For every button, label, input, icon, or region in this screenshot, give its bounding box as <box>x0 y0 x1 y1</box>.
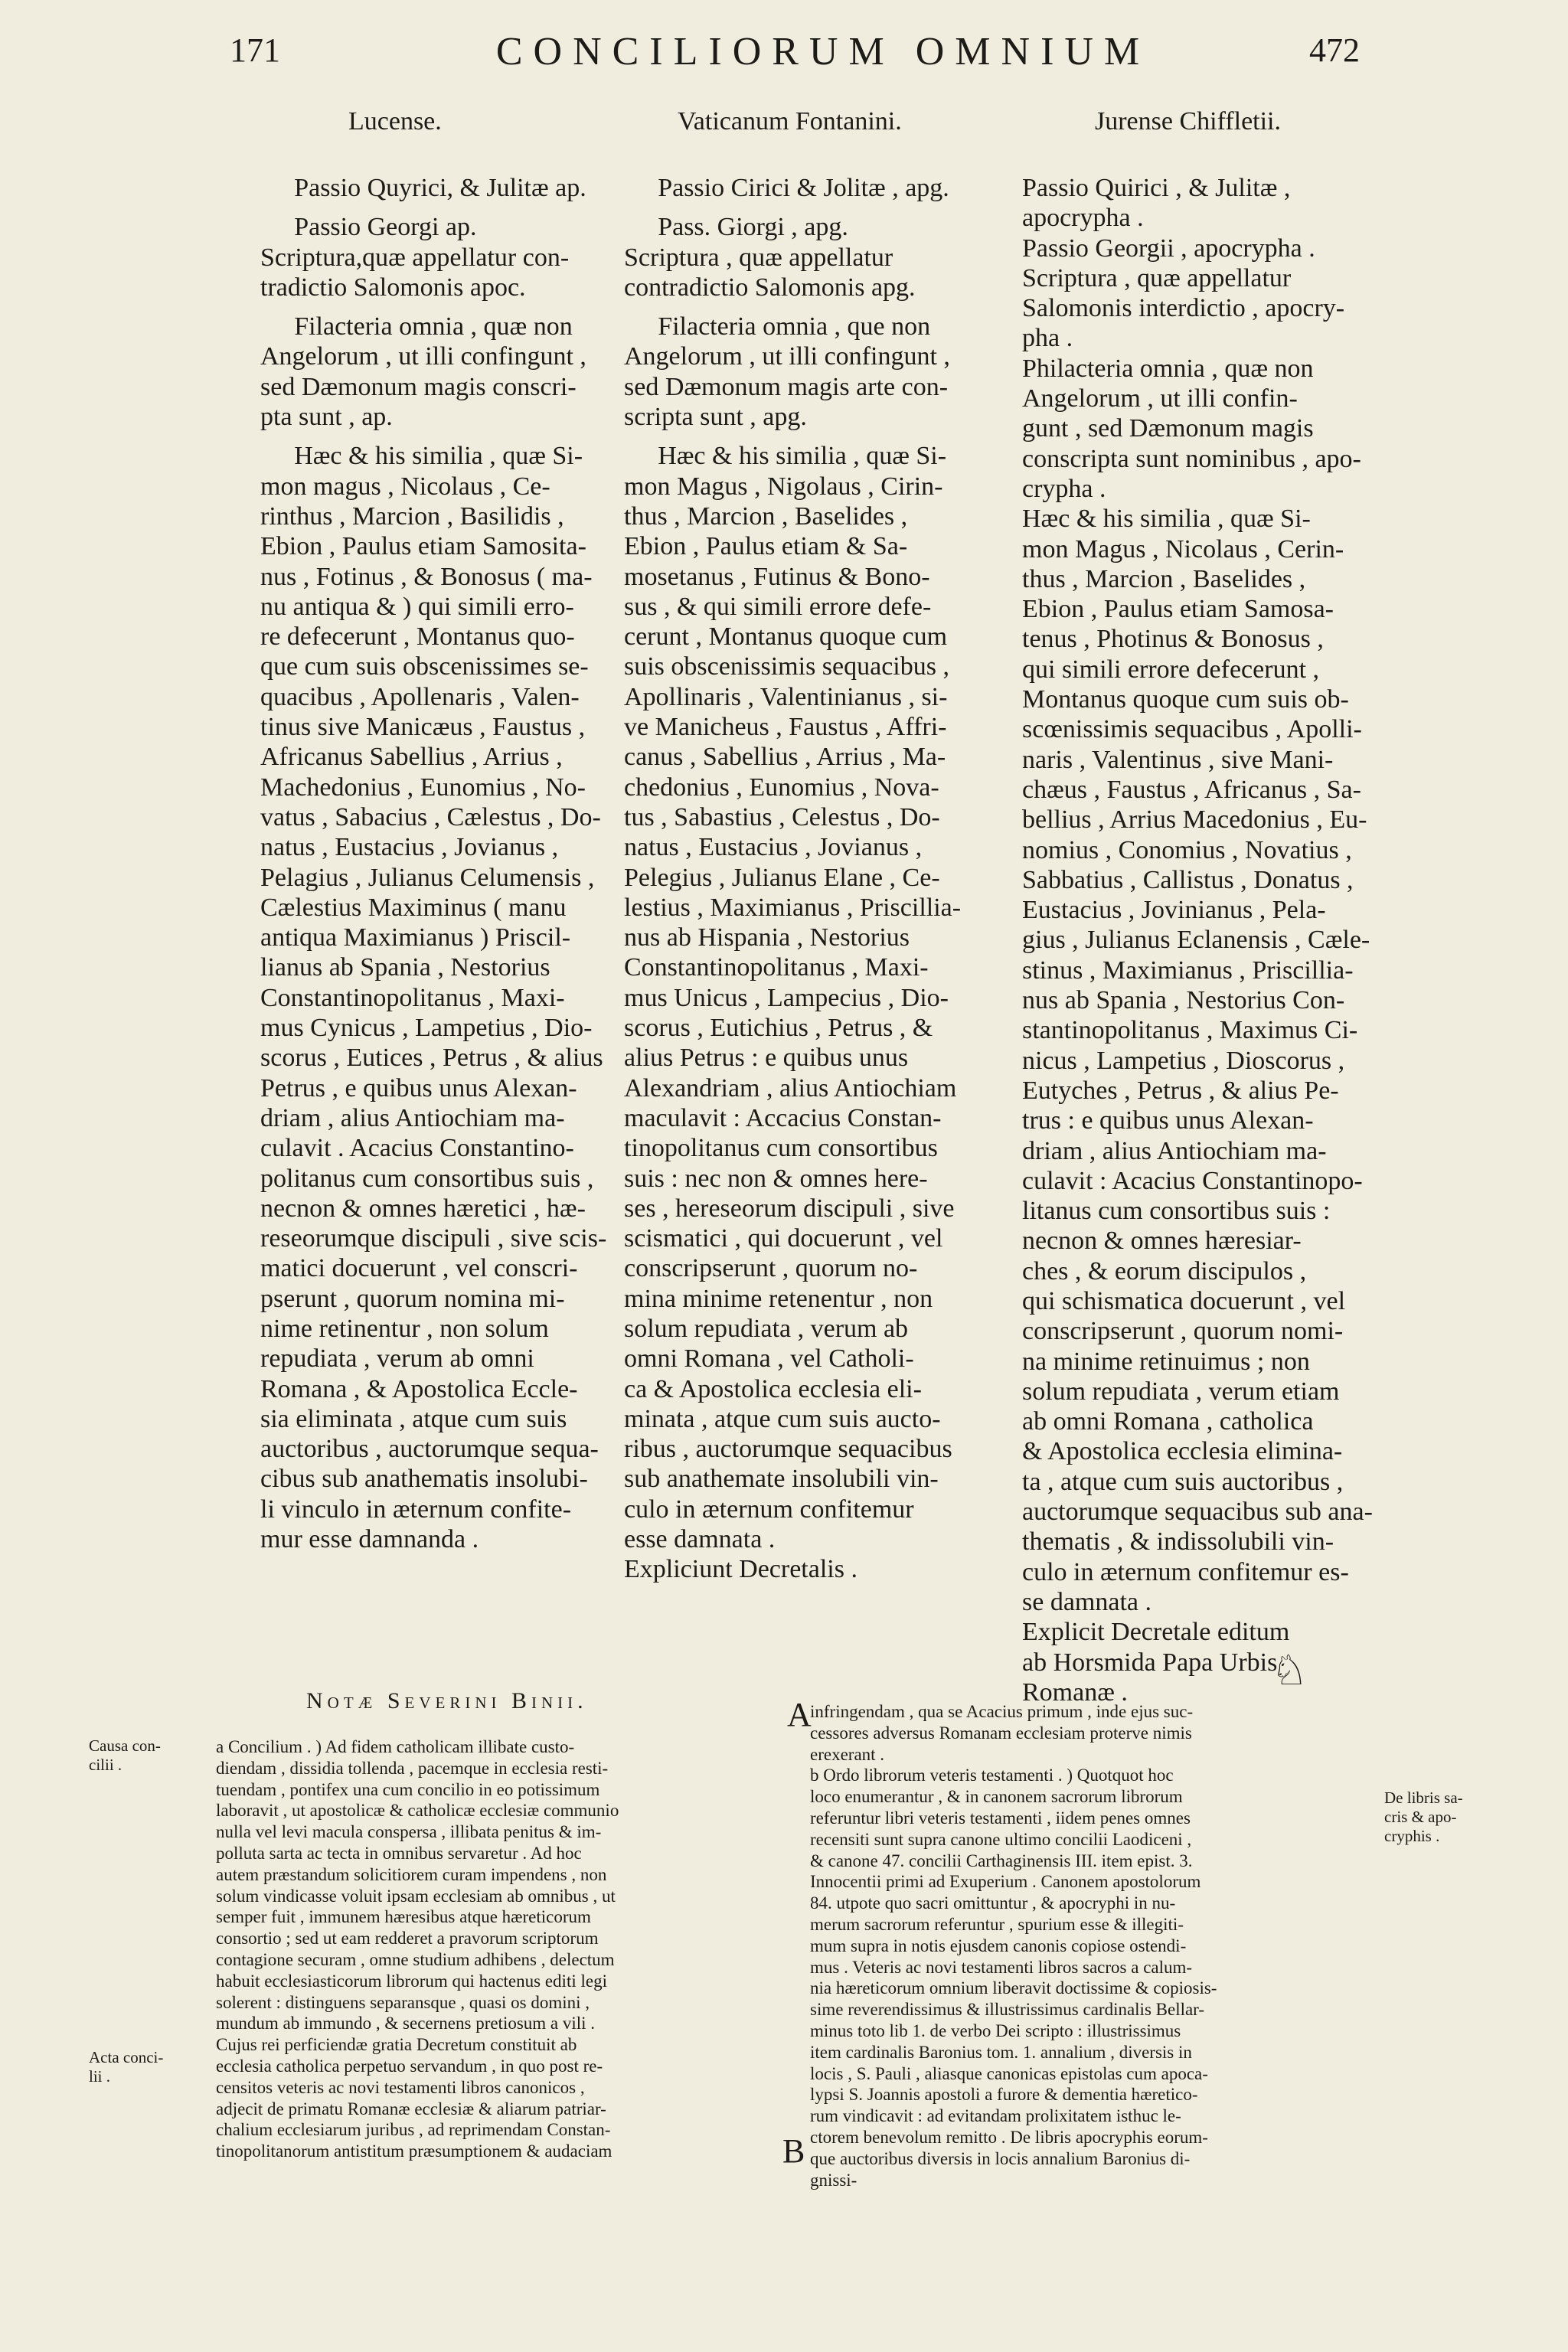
text-line: tus , Sabastius , Celestus , Do- <box>624 802 940 831</box>
text-line: na minime retinuimus ; non <box>1022 1347 1310 1376</box>
note-line: laboravit , ut apostolicæ & catholicæ ecclesiæ communio <box>216 1801 619 1821</box>
text-line: mus Cynicus , Lampetius , Dio- <box>260 1014 593 1043</box>
note-line: censitos veteris ac novi testamenti libros canonicos , <box>216 2077 585 2097</box>
text-line: culo in æternum confitemur es- <box>1022 1557 1349 1586</box>
note-line: Cujus rei perficiendæ gratia Decretum constituit ab <box>216 2035 577 2055</box>
text-line: cerunt , Montanus quoque cum <box>624 622 948 652</box>
running-header: CONCILIORUM OMNIUM <box>495 30 1151 74</box>
text-line: matici docuerunt , vel conscri- <box>260 1254 578 1283</box>
text-line: alius Petrus : e quibus unus <box>624 1044 909 1073</box>
text-line: Machedonius , Eunomius , No- <box>260 773 586 802</box>
text-line: Passio Georgi ap. <box>294 213 477 242</box>
column-heading-lucense: Lucense. <box>348 107 442 136</box>
text-line: Expliciunt Decretalis . <box>624 1555 858 1584</box>
note-line: solerent : distinguens separansque , quasi os domini , <box>216 1992 590 2012</box>
text-line: Passio Quyrici, & Julitæ ap. <box>294 174 586 202</box>
text-line: cibus sub anathematis insolubi- <box>260 1465 588 1494</box>
text-line: pha . <box>1022 324 1073 353</box>
text-line: reseorumque discipuli , sive scis- <box>260 1224 607 1253</box>
note-line: mus . Veteris ac novi testamenti libros sacros a calum- <box>810 1957 1193 1977</box>
text-line: tradictio Salomonis apoc. <box>260 273 526 302</box>
text-line: chæus , Faustus , Africanus , Sa- <box>1022 775 1361 804</box>
text-line: mus Unicus , Lampecius , Dio- <box>624 983 949 1012</box>
text-line: Pass. Giorgi , apg. <box>658 213 848 242</box>
text-line: Angelorum , ut illi confingunt , <box>624 342 950 371</box>
text-line: culo in æternum confitemur <box>624 1494 914 1524</box>
text-line: esse damnata . <box>624 1525 776 1554</box>
text-line: sub anathemate insolubili vin- <box>624 1465 939 1494</box>
text-line: quacibus , Apollenaris , Valen- <box>260 682 580 711</box>
text-line: maculavit : Accacius Constan- <box>624 1103 942 1132</box>
text-line: Philacteria omnia , quæ non <box>1022 354 1314 383</box>
note-line: rum vindicavit : ad evitandam prolixitatem isthuc le- <box>810 2106 1181 2126</box>
notes-column-right <box>810 1701 1377 2190</box>
text-line: Filacteria omnia , que non <box>658 312 931 341</box>
text-line: solum repudiata , verum etiam <box>1022 1377 1340 1406</box>
notes-title: Notæ Severini Binii. <box>306 1688 588 1713</box>
text-line: scripta sunt , apg. <box>624 403 807 432</box>
text-line: Alexandriam , alius Antiochiam <box>624 1073 957 1102</box>
text-line: natus , Eustacius , Jovianus , <box>260 833 559 862</box>
text-line: pta sunt , ap. <box>260 403 393 432</box>
text-line: suis obscenissimis sequacibus , <box>624 652 949 681</box>
text-line: re defecerunt , Montanus quo- <box>260 622 575 652</box>
text-line: omni Romana , vel Catholi- <box>624 1344 914 1374</box>
text-line: thematis , & indissolubili vin- <box>1022 1527 1334 1557</box>
text-line: auctoribus , auctorumque sequa- <box>260 1435 599 1464</box>
note-line: & canone 47. concilii Carthaginensis III. item epist. 3. <box>810 1851 1193 1870</box>
text-line: ab Horsmida Papa Urbis <box>1022 1648 1278 1677</box>
text-line: Romana , & Apostolica Eccle- <box>260 1374 578 1403</box>
text-line: ta , atque cum suis auctoribus , <box>1022 1467 1344 1496</box>
text-line: necnon & omnes hæresiar- <box>1022 1227 1302 1256</box>
note-line: mum supra in notis ejusdem canonis copiose ostendi- <box>810 1936 1187 1955</box>
spacer <box>260 432 612 441</box>
text-line: mon Magus , Nicolaus , Cerin- <box>1022 534 1344 564</box>
text-line: Constantinopolitanus , Maxi- <box>624 953 929 982</box>
note-line: ctorem benevolum remitto . De libris apocryphis eorum- <box>810 2127 1208 2147</box>
text-line: qui simili errore defecerunt , <box>1022 655 1320 684</box>
text-line: li vinculo in æternum confite- <box>260 1494 572 1524</box>
text-line: sia eliminata , atque cum suis <box>260 1404 567 1433</box>
note-line: polluta sarta ac tecta in omnibus servaretur . Ad hoc <box>216 1843 582 1863</box>
spacer <box>624 203 999 212</box>
note-line: 84. utpote quo sacri omittuntur , & apocryphi in nu- <box>810 1893 1176 1913</box>
text-line: litanus cum consortibus suis : <box>1022 1197 1331 1226</box>
note-line: adjecit de primatu Romanæ ecclesiæ & aliarum patriar- <box>216 2099 606 2118</box>
text-line: Explicit Decretale editum <box>1022 1618 1290 1647</box>
text-line: Hæc & his similia , quæ Si- <box>658 442 947 471</box>
column-heading-vaticanum: Vaticanum Fontanini. <box>678 107 902 136</box>
notes-column-left <box>216 1736 782 2162</box>
note-line: ecclesia catholica perpetuo servandum , in quo post re- <box>216 2056 603 2076</box>
text-line: conscripserunt , quorum nomi- <box>1022 1317 1344 1346</box>
text-line: Pelegius , Julianus Elane , Ce- <box>624 863 940 892</box>
note-line: diendam , dissidia tollenda , pacemque in ecclesia resti- <box>216 1758 609 1778</box>
text-line: Ebion , Paulus etiam Samosa- <box>1022 595 1334 624</box>
column-lucense <box>260 173 612 1554</box>
printer-ornament: ♘ <box>1271 1648 1308 1694</box>
spacer <box>260 203 612 212</box>
text-line: Hæc & his similia , quæ Si- <box>1022 505 1311 534</box>
text-line: Filacteria omnia , quæ non <box>294 312 573 341</box>
text-line: stinus , Maximianus , Priscillia- <box>1022 956 1354 985</box>
text-line: conscripta sunt nominibus , apo- <box>1022 444 1361 473</box>
page-number-right: 472 <box>1309 31 1360 69</box>
text-line: crypha . <box>1022 474 1106 503</box>
note-line: sime reverendissimus & illustrissimus cardinalis Bellar- <box>810 2000 1205 2020</box>
text-line: qui schismatica docuerunt , vel <box>1022 1286 1346 1315</box>
text-line: necnon & omnes hæretici , hæ- <box>260 1194 586 1223</box>
section-letter-a: A <box>787 1696 812 1733</box>
text-line: minata , atque cum suis aucto- <box>624 1404 941 1433</box>
text-line: pserunt , quorum nomina mi- <box>260 1284 565 1313</box>
text-line: antiqua Maximianus ) Priscil- <box>260 923 571 952</box>
text-line: scorus , Eutichius , Petrus , & <box>624 1014 933 1043</box>
note-line: que auctoribus diversis in locis annalium Baronius di- <box>810 2148 1191 2168</box>
text-line: chedonius , Eunomius , Nova- <box>624 773 939 802</box>
text-line: vatus , Sabacius , Cælestus , Do- <box>260 802 601 831</box>
column-vaticanum <box>624 173 999 1585</box>
note-line: cessores adversus Romanam ecclesiam proterve nimis <box>810 1723 1192 1743</box>
spacer <box>260 302 612 312</box>
text-line: Passio Cirici & Jolitæ , apg. <box>658 174 949 202</box>
spacer <box>624 432 999 441</box>
text-line: Angelorum , ut illi confingunt , <box>260 342 586 371</box>
text-line: sus , & qui simili errore defe- <box>624 592 932 621</box>
note-line: infringendam , qua se Acacius primum , inde ejus suc- <box>810 1702 1194 1721</box>
note-line: loco enumerantur , & in canonem sacrorum librorum <box>810 1787 1183 1807</box>
page-number-left: 171 <box>230 31 280 69</box>
text-line: lestius , Maximianus , Priscillia- <box>624 893 962 922</box>
text-line: ses , hereseorum discipuli , sive <box>624 1194 955 1223</box>
text-line: Eutyches , Petrus , & alius Pe- <box>1022 1076 1339 1105</box>
text-line: tenus , Photinus & Bonosus , <box>1022 625 1324 654</box>
text-line: Apollinaris , Valentinianus , si- <box>624 682 948 711</box>
margin-note-libris: De libris sa- cris & apo- cryphis . <box>1384 1788 1463 1845</box>
text-line: mon Magus , Nigolaus , Cirin- <box>624 472 943 501</box>
text-line: rinthus , Marcion , Basilidis , <box>260 501 564 531</box>
margin-note-causa: Causa con- cilii . <box>89 1736 161 1774</box>
text-line: nus ab Hispania , Nestorius <box>624 923 910 952</box>
text-line: scorus , Eutices , Petrus , & alius <box>260 1044 603 1073</box>
text-line: Montanus quoque cum suis ob- <box>1022 685 1349 714</box>
note-line: b Ordo librorum veteris testamenti . ) Quotquot hoc <box>810 1766 1174 1785</box>
text-line: Ebion , Paulus etiam & Sa- <box>624 532 908 561</box>
text-line: thus , Marcion , Baselides , <box>624 501 908 531</box>
text-line: culavit . Acacius Constantino- <box>260 1134 574 1163</box>
text-line: nus ab Spania , Nestorius Con- <box>1022 986 1345 1015</box>
spacer <box>624 302 999 312</box>
text-line: ches , & eorum discipulos , <box>1022 1256 1307 1285</box>
note-line: lypsi S. Joannis apostoli a furore & dementia hæretico- <box>810 2085 1198 2105</box>
note-line: minus toto lib 1. de verbo Dei scripto : illustrissimus <box>810 2020 1181 2040</box>
text-line: & Apostolica ecclesia elimina- <box>1022 1437 1343 1466</box>
text-line: Eustacius , Jovinianus , Pela- <box>1022 896 1326 925</box>
text-line: naris , Valentinus , sive Mani- <box>1022 745 1334 774</box>
note-line: erexerant . <box>810 1744 885 1764</box>
note-line: nulla vel levi macula conspersa , illibata penitus & im- <box>216 1822 602 1842</box>
text-line: Constantinopolitanus , Maxi- <box>260 983 565 1012</box>
text-line: Passio Georgii , apocrypha . <box>1022 234 1315 263</box>
text-line: nime retinentur , non solum <box>260 1314 549 1343</box>
text-line: sed Dæmonum magis arte con- <box>624 372 949 401</box>
margin-note-acta: Acta conci- lii . <box>89 2048 164 2086</box>
note-line: referuntur libri veteris testamenti , iidem penes omnes <box>810 1808 1191 1828</box>
text-line: politanus cum consortibus suis , <box>260 1164 594 1193</box>
text-line: apocrypha . <box>1022 204 1144 233</box>
section-letter-b: B <box>782 2132 805 2170</box>
note-line: tuendam , pontifex una cum concilio in eo potissimum <box>216 1779 600 1799</box>
note-line: mundum ab immundo , & secernens pretiosum a vili . <box>216 2014 596 2034</box>
text-line: conscripserunt , quorum no- <box>624 1254 918 1283</box>
note-line: solum vindicasse voluit ipsam ecclesiam ab omnibus , ut <box>216 1886 616 1906</box>
text-line: Salomonis interdictio , apocry- <box>1022 294 1345 323</box>
text-line: mina minime retenentur , non <box>624 1284 933 1313</box>
note-line: merum sacrorum referuntur , spurium esse & illegiti- <box>810 1914 1184 1934</box>
text-line: se damnata . <box>1022 1587 1152 1616</box>
note-line: Innocentii primi ad Exuperium . Canonem apostolorum <box>810 1872 1201 1892</box>
text-line: contradictio Salomonis apg. <box>624 273 916 302</box>
note-line: contagione securam , omne studium adhibens , delectum <box>216 1949 615 1969</box>
text-line: thus , Marcion , Baselides , <box>1022 564 1306 593</box>
text-line: Sabbatius , Callistus , Donatus , <box>1022 865 1354 894</box>
text-line: mon magus , Nicolaus , Ce- <box>260 472 550 501</box>
text-line: nomius , Conomius , Novatius , <box>1022 835 1352 864</box>
text-line: repudiata , verum ab omni <box>260 1344 534 1374</box>
note-line: locis , S. Pauli , aliasque canonicas epistolas cum apoca- <box>810 2063 1208 2083</box>
text-line: solum repudiata , verum ab <box>624 1314 909 1343</box>
text-line: natus , Eustacius , Jovianus , <box>624 833 923 862</box>
text-line: Hæc & his similia , quæ Si- <box>294 442 583 471</box>
text-line: sed Dæmonum magis conscri- <box>260 372 577 401</box>
text-line: Cælestius Maximinus ( manu <box>260 893 567 922</box>
text-line: canus , Sabellius , Arrius , Ma- <box>624 743 946 772</box>
text-line: Scriptura , quæ appellatur <box>1022 263 1292 292</box>
text-line: scœnissimis sequacibus , Apolli- <box>1022 715 1362 744</box>
note-line: a Concilium . ) Ad fidem catholicam illibate custo- <box>216 1737 575 1756</box>
note-line: recensiti sunt supra canone ultimo concilii Laodiceni , <box>810 1829 1192 1849</box>
text-line: lianus ab Spania , Nestorius <box>260 953 550 982</box>
text-line: Angelorum , ut illi confin- <box>1022 384 1298 413</box>
text-line: ab omni Romana , catholica <box>1022 1407 1314 1436</box>
text-line: stantinopolitanus , Maximus Ci- <box>1022 1016 1358 1045</box>
column-jurense <box>1022 173 1401 1707</box>
text-line: ve Manicheus , Faustus , Affri- <box>624 713 947 742</box>
text-line: Romanæ . <box>1022 1677 1128 1707</box>
text-line: bellius , Arrius Macedonius , Eu- <box>1022 805 1367 835</box>
text-line: culavit : Acacius Constantinopo- <box>1022 1166 1363 1195</box>
text-line: Scriptura,quæ appellatur con- <box>260 243 570 272</box>
note-line: consortio ; sed ut eam redderet a pravorum scriptorum <box>216 1929 599 1949</box>
text-line: driam , alius Antiochiam ma- <box>1022 1136 1327 1165</box>
note-line: habuit ecclesiasticorum librorum qui hactenus editi legi <box>216 1971 607 1991</box>
column-heading-jurense: Jurense Chiffletii. <box>1095 107 1281 136</box>
note-line: gnissi- <box>810 2170 858 2190</box>
text-line: scismatici , qui docuerunt , vel <box>624 1224 943 1253</box>
text-line: Passio Quirici , & Julitæ , <box>1022 174 1291 202</box>
text-line: que cum suis obscenissimes se- <box>260 652 589 681</box>
text-line: nicus , Lampetius , Dioscorus , <box>1022 1046 1345 1075</box>
text-line: trus : e quibus unus Alexan- <box>1022 1106 1314 1135</box>
text-line: Africanus Sabellius , Arrius , <box>260 743 563 772</box>
text-line: mur esse damnanda . <box>260 1525 479 1554</box>
text-line: auctorumque sequacibus sub ana- <box>1022 1498 1373 1527</box>
text-line: Petrus , e quibus unus Alexan- <box>260 1073 577 1102</box>
note-line: item cardinalis Baronius tom. 1. annalium , diversis in <box>810 2042 1192 2062</box>
text-line: Pelagius , Julianus Celumensis , <box>260 863 595 892</box>
text-line: nus , Fotinus , & Bonosus ( ma- <box>260 562 593 591</box>
note-line: autem præstandum solicitiorem curam impendens , non <box>216 1864 607 1884</box>
text-line: gius , Julianus Eclanensis , Cæle- <box>1022 926 1370 955</box>
text-line: tinus sive Manicæus , Faustus , <box>260 713 586 742</box>
text-line: tinopolitanus cum consortibus <box>624 1134 938 1163</box>
note-line: nia hæreticorum omnium liberavit doctissime & copiosis- <box>810 1978 1217 1998</box>
text-line: gunt , sed Dæmonum magis <box>1022 414 1314 443</box>
text-line: ribus , auctorumque sequacibus <box>624 1435 952 1464</box>
text-line: driam , alius Antiochiam ma- <box>260 1103 565 1132</box>
text-line: Scriptura , quæ appellatur <box>624 243 893 272</box>
text-line: Ebion , Paulus etiam Samosita- <box>260 532 586 561</box>
text-line: mosetanus , Futinus & Bono- <box>624 562 930 591</box>
note-line: tinopolitanorum antistitum præsumptionem & audaciam <box>216 2141 612 2161</box>
text-line: suis : nec non & omnes here- <box>624 1164 928 1193</box>
note-line: chalium ecclesiarum juribus , ad reprimendam Constan- <box>216 2120 611 2140</box>
text-line: ca & Apostolica ecclesia eli- <box>624 1374 922 1403</box>
note-line: semper fuit , immunem hæresibus atque hæreticorum <box>216 1907 591 1927</box>
text-line: nu antiqua & ) qui simili erro- <box>260 592 574 621</box>
